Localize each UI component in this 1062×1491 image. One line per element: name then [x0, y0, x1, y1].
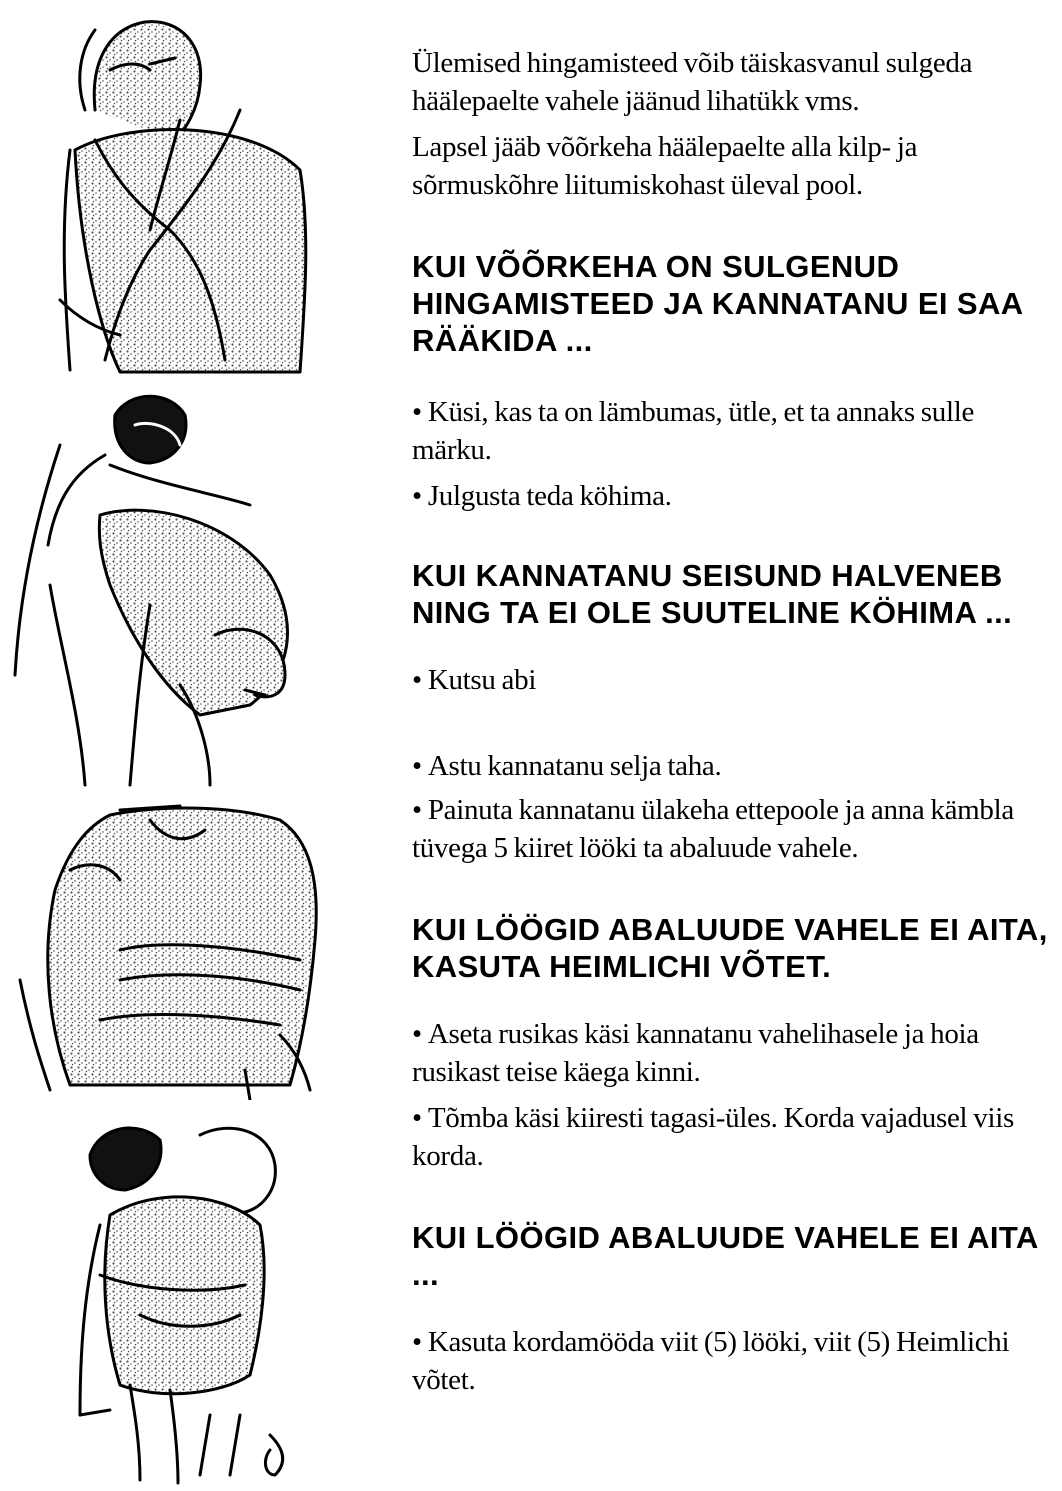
section3-heading: KUI LÖÖGID ABALUUDE VAHELE EI AITA, KASUTA HEIMLICHI VÕTET.	[412, 912, 1048, 984]
section4-heading: KUI LÖÖGID ABALUUDE VAHELE EI AITA ...	[412, 1220, 1038, 1292]
section3-bullet-2: • Tõmba käsi kiiresti tagasi-üles. Korda vajadusel viis korda.	[412, 1099, 1052, 1175]
section3-bullet-1: • Aseta rusikas käsi kannatanu vahelihasele ja hoia rusikast teise käega kinni.	[412, 1015, 1052, 1091]
section1-bullet-2: • Julgusta teda köhima.	[412, 477, 1052, 515]
section1-bullet-1: • Küsi, kas ta on lämbumas, ütle, et ta annaks sulle märku.	[412, 393, 1052, 469]
section2-heading: KUI KANNATANU SEISUND HALVENEB NING TA EI OLE SUUTELINE KÖHIMA ...	[412, 558, 1013, 630]
choking-person-illustration	[0, 0, 380, 375]
heimlich-maneuver-illustration	[0, 1115, 380, 1485]
heimlich-position-illustration	[0, 800, 380, 1100]
section1-heading: KUI VÕÕRKEHA ON SULGENUD HINGAMISTEED JA KANNATANU EI SAA RÄÄKIDA ...	[412, 249, 1023, 358]
intro-paragraph-2: Lapsel jääb võõrkeha häälepaelte alla kilp- ja sõrmuskõhre liitumiskohast üleval pool.	[412, 131, 918, 201]
section2-bullet-3: • Painuta kannatanu ülakeha ettepoole ja anna kämbla tüvega 5 kiiret lööki ta abaluude vahele.	[412, 791, 1052, 867]
intro-paragraph-1: Ülemised hingamisteed võib täiskasvanul sulgeda häälepaelte vahele jäänud lihatükk vms.	[412, 47, 973, 117]
section2-bullet-1: • Kutsu abi	[412, 661, 1052, 699]
section2-bullet-2: • Astu kannatanu selja taha.	[412, 747, 1052, 785]
section4-bullet-1: • Kasuta kordamööda viit (5) lööki, viit (5) Heimlichi võtet.	[412, 1323, 1052, 1399]
back-blows-illustration	[0, 385, 380, 790]
text-column	[412, 44, 1052, 1399]
